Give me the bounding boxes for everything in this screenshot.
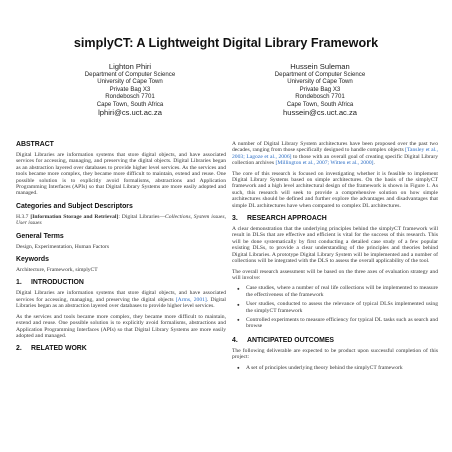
citation-link[interactable]: [Arms, 2001] [175,296,207,303]
list-item: ● User studies, conducted to assess the relevance of typical DLSs implemented using the simplyCT framework [246,301,438,314]
author-affiliation-line: Cape Town, South Africa [286,100,354,108]
research-approach-paragraph: The overall research assessment will be based on the three axes of evaluation strategy and will involve: [232,268,438,281]
right-column [232,141,438,374]
related-work-paragraph: The core of this research is focused on investigating whether it is feasible to implement Digital Library Systems based on simple architectures. On the basis of the simplyCT framework and a high level architectural design of the framework is shown in Figure 1. As such, this research will seek to provide a comprehensive solution on how simple architectures should be defined and further explore the advantages and disadvantages that simple DL architectures have when compared to complex DL architectures. [232,170,438,209]
author-block-1 [50,62,210,117]
abstract-heading: ABSTRACT [16,141,54,148]
author-affiliation-line: Rondebosch 7701 [105,93,155,101]
general-terms-heading: General Terms [16,232,64,240]
section-heading-introduction: 1. INTRODUCTION [16,279,84,287]
author-email: lphiri@cs.uct.ac.za [98,108,162,118]
section-heading-research-approach: 3. RESEARCH APPROACH [232,215,327,223]
citation-link[interactable]: [Millington et al., 2007; Witten et al., 2000] [275,160,374,167]
author-affiliation-line: Private Bag X3 [109,85,151,93]
left-column [16,141,226,356]
author-name: Hussein Suleman [290,62,350,71]
section-heading-related-work: 2. RELATED WORK [16,345,87,353]
author-affiliation-line: Department of Computer Science [274,71,366,78]
citation-link[interactable]: [Tansley et al., 2003; Lagoze et al., 2006] [232,147,438,160]
author-name: Lighton Phiri [108,62,152,71]
evaluation-list [232,285,438,329]
list-item: ● Case studies, where a number of real life collections will be implemented to measure the effectiveness of the framework [246,285,438,298]
keywords-text: Architecture, Framework, simplyCT [16,267,98,274]
paper-title: simplyCT: A Lightweight Digital Library Framework [73,36,379,50]
list-item: ● A set of principles underlying theory behind the simplyCT framework [246,365,438,371]
section-heading-anticipated-outcomes: 4. ANTICIPATED OUTCOMES [232,336,335,344]
general-terms-text: Design, Experimentation, Human Factors [16,243,110,250]
author-affiliation-line: Cape Town, South Africa [96,100,164,108]
introduction-paragraph: As the services and tools became more complex, they became more difficult to maintain, extend and reuse. One possible solution is to explicitly avoid formalisms, abstractions and Application Programming Interfaces (APIs) so that Digital Library Systems are more easily adopted and managed. [16,313,226,339]
author-email: hussein@cs.uct.ac.za [283,108,357,118]
author-block-2 [240,62,400,117]
author-affiliation-line: Rondebosch 7701 [295,93,345,101]
outcomes-list [232,365,438,371]
categories-text: H.3.7 [Information Storage and Retrieval]: Digital Libraries—Collections, System issues, User issues [16,213,226,227]
author-affiliation-line: University of Cape Town [97,78,163,86]
author-affiliation-line: Private Bag X3 [299,85,341,93]
abstract-text: Digital Libraries are information systems that store digital objects, and have associated services for accessing, managing, and preserving the digital objects. Digital Libraries began as an abstraction layered over databases to provide higher level services. As the services and tools became more complex, they became more difficult to maintain, extend and reuse. One possible solution is to explicitly avoid formalisms, abstractions and Application Programming Interfaces (APIs) so that Digital Library Systems are more easily adopted and managed. [16,152,226,197]
categories-heading: Categories and Subject Descriptors [16,202,133,210]
introduction-paragraph: Digital Libraries are information systems that store digital objects, and have associated services for accessing, managing, and preserving the digital objects [Arms, 2001]. Digital Libraries began as an abstraction layered over databases to provide higher level services. [16,290,226,310]
list-item: ● Controlled experiments to measure efficiency for typical DL tasks such as search and browse [246,317,438,330]
author-affiliation-line: University of Cape Town [287,78,353,86]
keywords-heading: Keywords [16,256,49,264]
author-affiliation-line: Department of Computer Science [84,71,176,78]
outcomes-paragraph: The following deliverable are expected to be product upon successful completion of this project: [232,347,438,361]
related-work-paragraph: A number of Digital Library System architectures have been proposed over the past two decades, ranging from those specifically designed to handle complex objects [Tansley et al., 2003; Lagoze et al., 2006] to those with an overall goal of creating specific Digital Library collection archives [Millington et al., 2007; Witten et al., 2000]. [232,141,438,167]
research-approach-paragraph: A clear demonstration that the underlying principles behind the simplyCT framework will result in DLSs that are effective and efficient is vital for the success of this research. This will be done systematically by first conducting a detailed case study of a few popular existing DLSs, to provide a clear understanding of the principles and theories behind Digital Libraries. A prototype Digital Library System will be implemented and a number of collections will be integrated with the DLS to assess the overall applicability of the tool. [232,226,438,265]
